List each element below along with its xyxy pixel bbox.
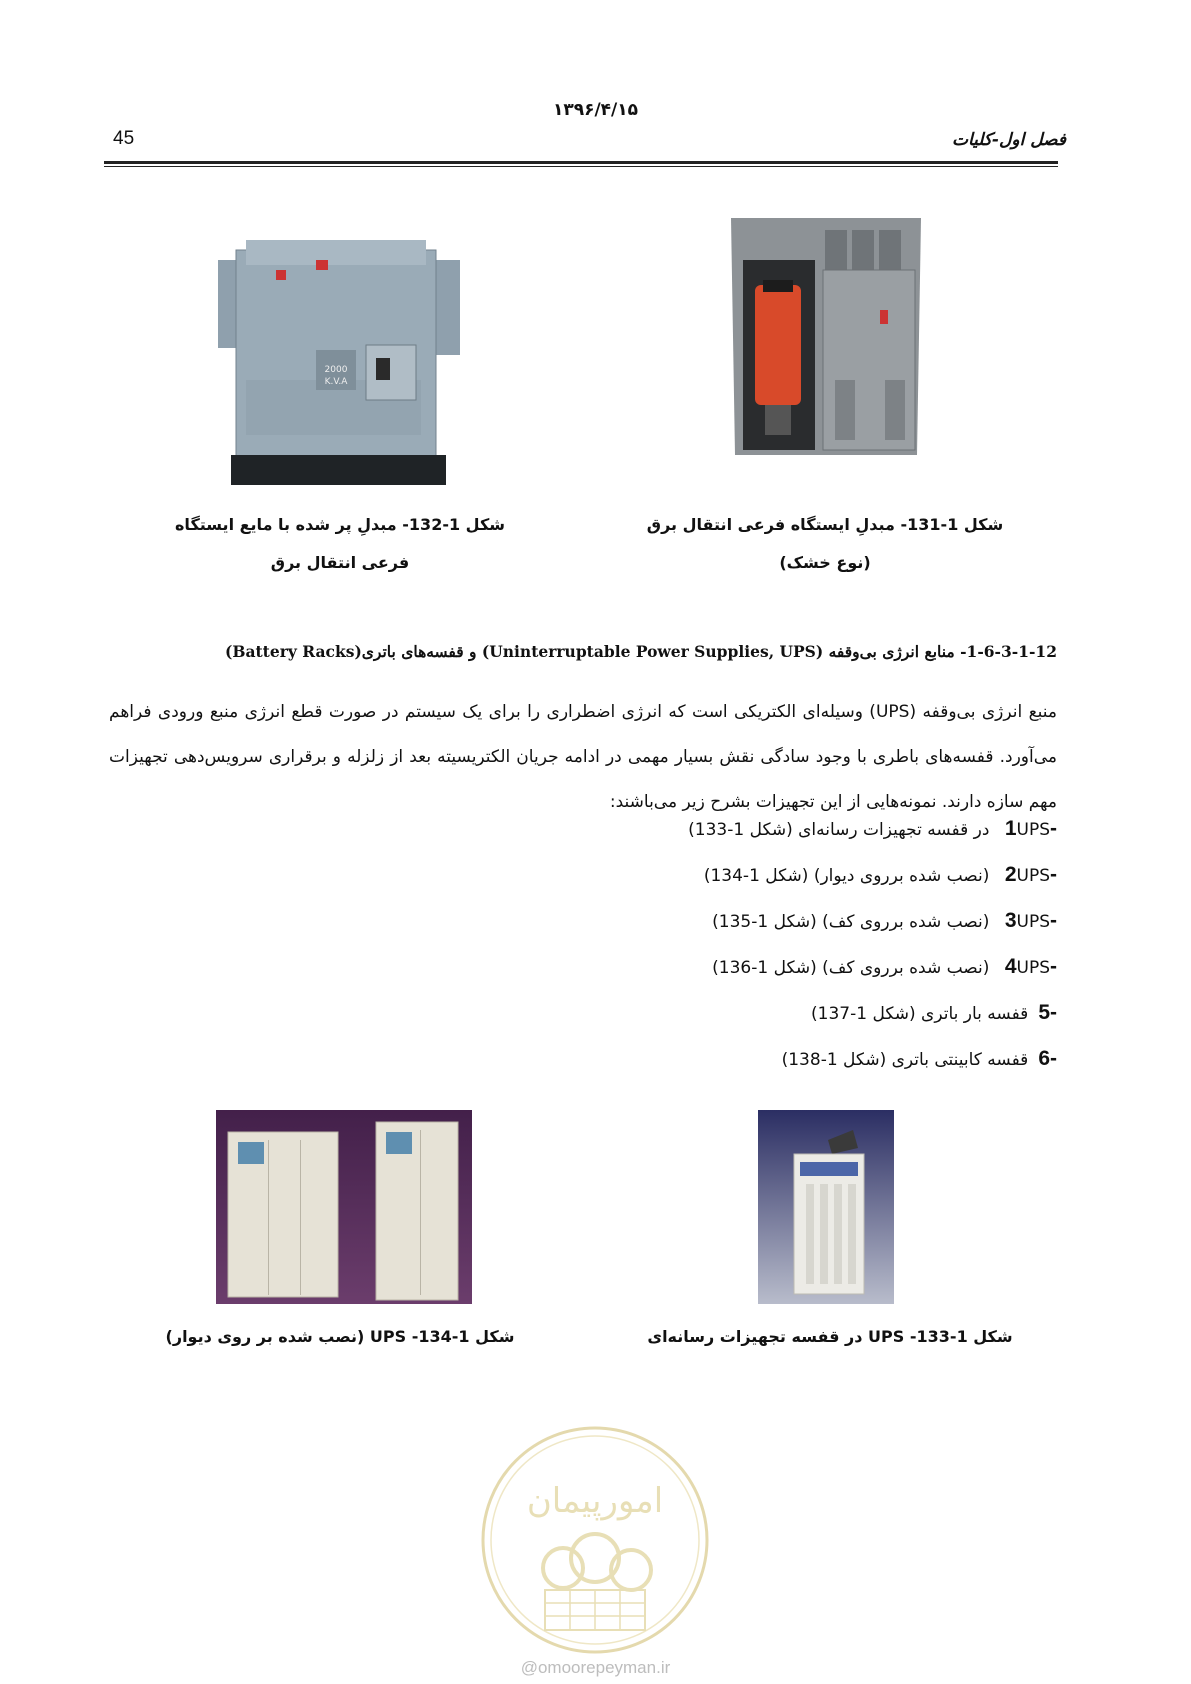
list-item (357, 990, 1057, 1036)
figure-131-caption-line1: شکل 1-131- مبدلِ ایستگاه فرعی انتقال برق (646, 515, 1004, 534)
list-item-number: -1 (1004, 817, 1057, 840)
list-item (357, 1036, 1057, 1082)
list-item (357, 852, 1057, 898)
header-rule-thin (104, 166, 1058, 167)
page-number: 45 (113, 128, 135, 149)
ups-wall-image (216, 1110, 472, 1304)
list-item-text: قفسه کابینتی باتری (شکل 1-138) (781, 1050, 1029, 1070)
list-item-number: -6 (1038, 1047, 1057, 1070)
list-item-text: UPS (نصب شده برروی کف) (شکل 1-135) (712, 912, 1050, 932)
figure-134-caption: شکل 1-134- UPS (نصب شده بر روی دیوار) (165, 1327, 515, 1346)
list-item-number: -3 (1004, 909, 1057, 932)
list-item (357, 806, 1057, 852)
watermark-url: @omoorepeyman.ir (520, 1658, 671, 1677)
liquid-transformer-image (216, 230, 462, 488)
figure-133-caption: شکل 1-133- UPS در قفسه تجهیزات رسانه‌ای (647, 1327, 1013, 1346)
transformer-plate-text: 2000 (324, 365, 348, 375)
list-item-number: -4 (1004, 955, 1057, 978)
svg-text:K.V.A: K.V.A (324, 377, 348, 387)
watermark-brand: امورپیمان (526, 1481, 664, 1521)
header-rule-thick (104, 161, 1058, 164)
ups-rack-image (758, 1110, 894, 1304)
figure-132-caption-line2: فرعی انتقال برق (270, 553, 410, 572)
list-item-number: -2 (1004, 863, 1057, 886)
list-item (357, 944, 1057, 990)
list-item-text: UPS در قفسه تجهیزات رسانه‌ای (شکل 1-133) (688, 820, 1050, 840)
figure-132-caption-line1: شکل 1-132- مبدلِ پر شده با مایع ایستگاه (174, 515, 505, 534)
list-item-number: -5 (1038, 1001, 1057, 1024)
equipment-list (357, 806, 1057, 1082)
chapter-title: فصل اول-کلیات (951, 130, 1066, 150)
list-item-text: UPS (نصب شده برروی کف) (شکل 1-136) (712, 958, 1050, 978)
list-item (357, 898, 1057, 944)
figure-131-caption-line2: (نوع خشک) (779, 553, 871, 572)
section-paragraph: منبع انرژی بی‌وقفه (UPS) وسیله‌ای الکتریکی است که انرژی اضطراری را برای یک سیستم در صورت قطع انرژی منبع ورودی فراهم می‌آورد. قفسه‌های باطری با وجود سادگی نقش بسیار مهمی در ادامه جریان الکتریسیته بعد از زلزله و برقراری سرویس‌دهی تجهیزات مهم سازه دارند. نمونه‌هایی از این تجهیزات بشرح زیر می‌باشند: (109, 702, 1058, 812)
dry-transformer-image (725, 210, 927, 460)
list-item-text: قفسه بار باتری (شکل 1-137) (811, 1004, 1029, 1024)
header-date: ۱۳۹۶/۴/۱۵ (552, 100, 639, 120)
list-item-text: UPS (نصب شده برروی دیوار) (شکل 1-134) (703, 866, 1050, 886)
watermark-seal (475, 1420, 715, 1660)
section-heading: 1-6-3-1-12- منابع انرژی بی‌وقفه (Uninterruptable Power Supplies, UPS) و قفسه‌های باتری(Battery Racks) (225, 642, 1057, 661)
